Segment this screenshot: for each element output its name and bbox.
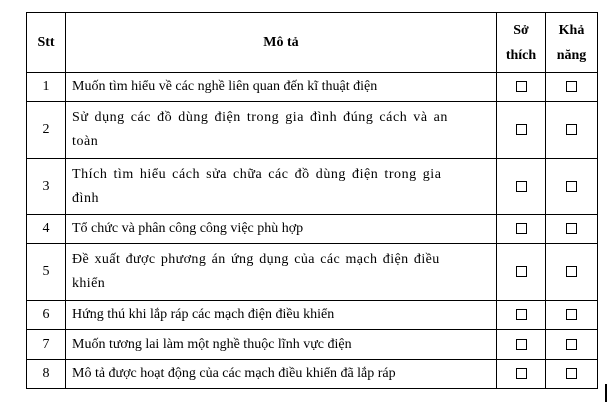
header-stt: Stt [27,13,66,73]
description-text: Muốn tương lai làm một nghề thuộc lĩnh vực điện [72,336,352,352]
description-text-line2: khiển [72,276,106,291]
interest-checkbox[interactable] [516,81,527,92]
interest-checkbox[interactable] [516,339,527,350]
row-number: 7 [27,330,66,360]
table-row [27,159,598,215]
table-row [27,215,598,244]
table-row [27,301,598,330]
description-text: Hứng thú khi lắp ráp các mạch điện điều khiển [72,307,335,322]
ability-cell [546,301,598,330]
interest-checkbox[interactable] [516,368,527,379]
interest-cell [497,73,546,102]
ability-cell [546,244,598,301]
ability-cell [546,73,598,102]
row-description [66,330,497,360]
ability-cell [546,102,598,159]
description-text: Đề xuất được phương án ứng dụng của các mạch điện điều [72,252,440,267]
description-text: Muốn tìm hiểu về các nghề liên quan đến kĩ thuật điện [72,79,378,94]
header-description: Mô tả [66,13,497,73]
ability-cell [546,159,598,215]
ability-checkbox[interactable] [566,339,577,350]
interest-checkbox[interactable] [516,181,527,192]
ability-checkbox[interactable] [566,81,577,92]
row-number: 5 [27,244,66,301]
text-cursor [605,384,607,402]
description-text: Thích tìm hiểu cách sửa chữa các đồ dùng điện trong gia [72,166,442,182]
row-number: 1 [27,73,66,102]
row-number: 6 [27,301,66,330]
ability-checkbox[interactable] [566,266,577,277]
ability-checkbox[interactable] [566,368,577,379]
row-description [66,73,497,102]
row-number: 3 [27,159,66,215]
header-interest [497,13,546,73]
survey-table [26,12,598,389]
interest-checkbox[interactable] [516,309,527,320]
ability-checkbox[interactable] [566,124,577,135]
table-row [27,330,598,360]
row-description [66,215,497,244]
table-row [27,360,598,389]
header-interest-line1: Sở [513,22,529,38]
interest-checkbox[interactable] [516,266,527,277]
header-ability-line2: năng [556,47,587,63]
header-ability-line1: Khả [558,22,585,38]
description-text-line2: toàn [72,134,99,149]
description-text: Tổ chức và phân công công việc phù hợp [72,221,304,236]
ability-cell [546,360,598,389]
ability-cell [546,215,598,244]
row-description [66,301,497,330]
description-text-line2: đình [72,190,100,206]
interest-cell [497,215,546,244]
table-row [27,73,598,102]
header-interest-line2: thích [505,47,537,63]
row-description [66,102,497,159]
ability-cell [546,330,598,360]
description-text: Mô tả được hoạt động của các mạch điều khiển đã lắp ráp [72,366,396,381]
ability-checkbox[interactable] [566,309,577,320]
table-row [27,244,598,301]
row-description [66,244,497,301]
interest-cell [497,159,546,215]
header-ability [546,13,598,73]
interest-cell [497,102,546,159]
interest-checkbox[interactable] [516,223,527,234]
interest-checkbox[interactable] [516,124,527,135]
row-description [66,360,497,389]
header-row [27,13,598,73]
interest-cell [497,360,546,389]
interest-cell [497,301,546,330]
row-number: 2 [27,102,66,159]
interest-cell [497,244,546,301]
ability-checkbox[interactable] [566,181,577,192]
row-number: 4 [27,215,66,244]
table-row [27,102,598,159]
row-number: 8 [27,360,66,389]
row-description [66,159,497,215]
interest-cell [497,330,546,360]
ability-checkbox[interactable] [566,223,577,234]
description-text: Sử dụng các đồ dùng điện trong gia đình đúng cách và an [72,110,448,125]
